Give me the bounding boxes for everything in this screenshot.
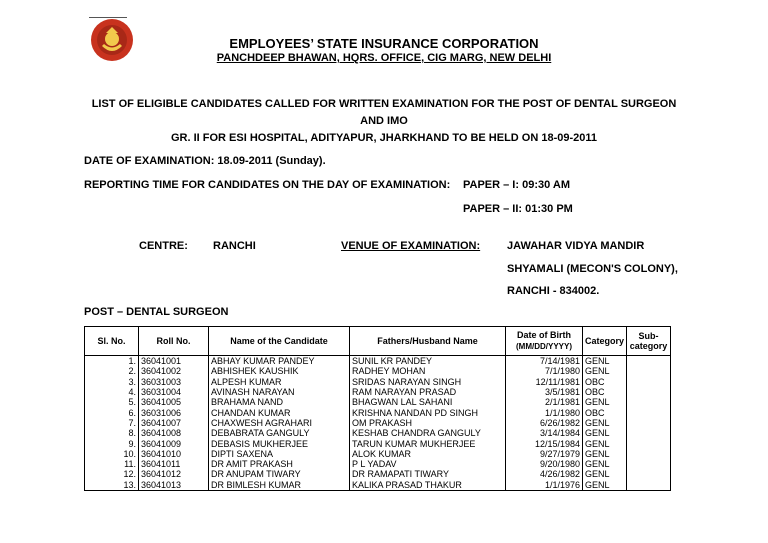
cell-dob: 9/20/1980 xyxy=(506,459,583,469)
col-header-subcategory: Sub-category xyxy=(627,327,671,356)
col-header-sl: Sl. No. xyxy=(85,327,139,356)
cell-roll-no: 36041001 xyxy=(139,356,209,367)
table-row xyxy=(85,480,671,491)
table-row xyxy=(85,418,671,428)
cell-dob: 4/26/1982 xyxy=(506,469,583,479)
cell-sl-no: 4. xyxy=(85,387,139,397)
table-row xyxy=(85,449,671,459)
cell-father-name: RAM NARAYAN PRASAD xyxy=(350,387,506,397)
cell-father-name: KALIKA PRASAD THAKUR xyxy=(350,480,506,491)
table-row xyxy=(85,366,671,376)
cell-dob: 12/15/1984 xyxy=(506,438,583,448)
cell-father-name: KESHAB CHANDRA GANGULY xyxy=(350,428,506,438)
cell-roll-no: 36041013 xyxy=(139,480,209,491)
venue-label: VENUE OF EXAMINATION: xyxy=(341,240,481,252)
cell-candidate-name: DR ANUPAM TIWARY xyxy=(209,469,350,479)
col-header-name: Name of the Candidate xyxy=(209,327,350,356)
cell-category: GENL xyxy=(583,438,627,448)
cell-roll-no: 36041009 xyxy=(139,438,209,448)
cell-candidate-name: BRAHAMA NAND xyxy=(209,397,350,407)
cell-category: GENL xyxy=(583,480,627,491)
cell-category: OBC xyxy=(583,387,627,397)
cell-sl-no: 12. xyxy=(85,469,139,479)
post-heading: POST – DENTAL SURGEON xyxy=(84,306,229,318)
dob-label: Date of Birth xyxy=(517,330,571,340)
cell-roll-no: 36031003 xyxy=(139,377,209,387)
cell-candidate-name: DEBASIS MUKHERJEE xyxy=(209,438,350,448)
cell-father-name: BHAGWAN LAL SAHANI xyxy=(350,397,506,407)
cell-sl-no: 2. xyxy=(85,366,139,376)
cell-category: GENL xyxy=(583,356,627,367)
cell-subcategory xyxy=(627,428,671,438)
cell-category: GENL xyxy=(583,366,627,376)
cell-roll-no: 36041011 xyxy=(139,459,209,469)
cell-sl-no: 9. xyxy=(85,438,139,448)
cell-sl-no: 1. xyxy=(85,356,139,367)
cell-candidate-name: ABHAY KUMAR PANDEY xyxy=(209,356,350,367)
cell-category: GENL xyxy=(583,449,627,459)
cell-category: GENL xyxy=(583,418,627,428)
document-title xyxy=(80,96,688,147)
table-row xyxy=(85,387,671,397)
cell-candidate-name: DR AMIT PRAKASH xyxy=(209,459,350,469)
cell-dob: 7/14/1981 xyxy=(506,356,583,367)
cell-category: GENL xyxy=(583,397,627,407)
title-line-1: LIST OF ELIGIBLE CANDIDATES CALLED FOR WRITTEN EXAMINATION FOR THE POST OF DENTAL SURGEON AND IMO xyxy=(91,98,677,127)
org-address: PANCHDEEP BHAWAN, HQRS. OFFICE, CIG MARG, NEW DELHI xyxy=(216,52,552,64)
candidates-table xyxy=(84,326,671,491)
cell-sl-no: 3. xyxy=(85,377,139,387)
cell-roll-no: 36041002 xyxy=(139,366,209,376)
cell-subcategory xyxy=(627,480,671,491)
cell-category: GENL xyxy=(583,428,627,438)
cell-father-name: KRISHNA NANDAN PD SINGH xyxy=(350,407,506,417)
cell-dob: 1/1/1980 xyxy=(506,407,583,417)
table-row xyxy=(85,356,671,367)
cell-sl-no: 10. xyxy=(85,449,139,459)
cell-candidate-name: AVINASH NARAYAN xyxy=(209,387,350,397)
venue-line-3: RANCHI - 834002. xyxy=(507,285,600,297)
cell-category: OBC xyxy=(583,407,627,417)
cell-candidate-name: CHANDAN KUMAR xyxy=(209,407,350,417)
cell-subcategory xyxy=(627,356,671,367)
dob-format: (MM/DD/YYYY) xyxy=(516,342,572,351)
cell-category: GENL xyxy=(583,459,627,469)
cell-subcategory xyxy=(627,449,671,459)
cell-father-name: SUNIL KR PANDEY xyxy=(350,356,506,367)
cell-subcategory xyxy=(627,397,671,407)
org-name: EMPLOYEES’ STATE INSURANCE CORPORATION xyxy=(229,36,539,51)
cell-sl-no: 7. xyxy=(85,418,139,428)
venue-line-1: JAWAHAR VIDYA MANDIR xyxy=(507,240,645,252)
cell-category: OBC xyxy=(583,377,627,387)
cell-dob: 7/1/1980 xyxy=(506,366,583,376)
cell-father-name: TARUN KUMAR MUKHERJEE xyxy=(350,438,506,448)
cell-subcategory xyxy=(627,469,671,479)
table-row xyxy=(85,469,671,479)
cell-subcategory xyxy=(627,407,671,417)
cell-candidate-name: ALPESH KUMAR xyxy=(209,377,350,387)
centre-value: RANCHI xyxy=(213,240,256,252)
cell-father-name: DR RAMAPATI TIWARY xyxy=(350,469,506,479)
cell-roll-no: 36031004 xyxy=(139,387,209,397)
cell-sl-no: 11. xyxy=(85,459,139,469)
cell-sl-no: 13. xyxy=(85,480,139,491)
paper-1-time: PAPER – I: 09:30 AM xyxy=(463,179,570,191)
table-header-row xyxy=(85,327,671,356)
cell-dob: 3/5/1981 xyxy=(506,387,583,397)
cell-candidate-name: DR BIMLESH KUMAR xyxy=(209,480,350,491)
cell-dob: 6/26/1982 xyxy=(506,418,583,428)
table-row xyxy=(85,377,671,387)
cell-subcategory xyxy=(627,459,671,469)
cell-candidate-name: ABHISHEK KAUSHIK xyxy=(209,366,350,376)
table-row xyxy=(85,438,671,448)
cell-father-name: ALOK KUMAR xyxy=(350,449,506,459)
table-row xyxy=(85,459,671,469)
col-header-category: Category xyxy=(583,327,627,356)
cell-sl-no: 8. xyxy=(85,428,139,438)
exam-date: DATE OF EXAMINATION: 18.09-2011 (Sunday). xyxy=(84,155,326,167)
cell-candidate-name: DEBABRATA GANGULY xyxy=(209,428,350,438)
cell-father-name: RADHEY MOHAN xyxy=(350,366,506,376)
cell-subcategory xyxy=(627,438,671,448)
cell-subcategory xyxy=(627,387,671,397)
cell-father-name: SRIDAS NARAYAN SINGH xyxy=(350,377,506,387)
cell-subcategory xyxy=(627,366,671,376)
col-header-dob xyxy=(506,327,583,356)
cell-roll-no: 36041007 xyxy=(139,418,209,428)
table-row xyxy=(85,397,671,407)
cell-subcategory xyxy=(627,418,671,428)
cell-father-name: OM PRAKASH xyxy=(350,418,506,428)
reporting-time-label: REPORTING TIME FOR CANDIDATES ON THE DAY OF EXAMINATION: xyxy=(84,179,451,191)
table-row xyxy=(85,428,671,438)
cell-father-name: P L YADAV xyxy=(350,459,506,469)
col-header-roll: Roll No. xyxy=(139,327,209,356)
cell-category: GENL xyxy=(583,469,627,479)
cell-dob: 2/1/1981 xyxy=(506,397,583,407)
cell-dob: 3/14/1984 xyxy=(506,428,583,438)
cell-dob: 1/1/1976 xyxy=(506,480,583,491)
cell-sl-no: 6. xyxy=(85,407,139,417)
title-line-2: GR. II FOR ESI HOSPITAL, ADITYAPUR, JHARKHAND TO BE HELD ON 18-09-2011 xyxy=(170,132,598,144)
centre-label: CENTRE: xyxy=(139,240,188,252)
cell-dob: 9/27/1979 xyxy=(506,449,583,459)
table-row xyxy=(85,407,671,417)
cell-subcategory xyxy=(627,377,671,387)
cell-roll-no: 36031006 xyxy=(139,407,209,417)
cell-candidate-name: CHAXWESH AGRAHARI xyxy=(209,418,350,428)
cell-dob: 12/11/1981 xyxy=(506,377,583,387)
cell-roll-no: 36041010 xyxy=(139,449,209,459)
cell-roll-no: 36041008 xyxy=(139,428,209,438)
cell-roll-no: 36041005 xyxy=(139,397,209,407)
cell-candidate-name: DIPTI SAXENA xyxy=(209,449,350,459)
paper-2-time: PAPER – II: 01:30 PM xyxy=(463,203,573,215)
venue-line-2: SHYAMALI (MECON'S COLONY), xyxy=(507,263,678,275)
cell-sl-no: 5. xyxy=(85,397,139,407)
col-header-father: Fathers/Husband Name xyxy=(350,327,506,356)
cell-roll-no: 36041012 xyxy=(139,469,209,479)
